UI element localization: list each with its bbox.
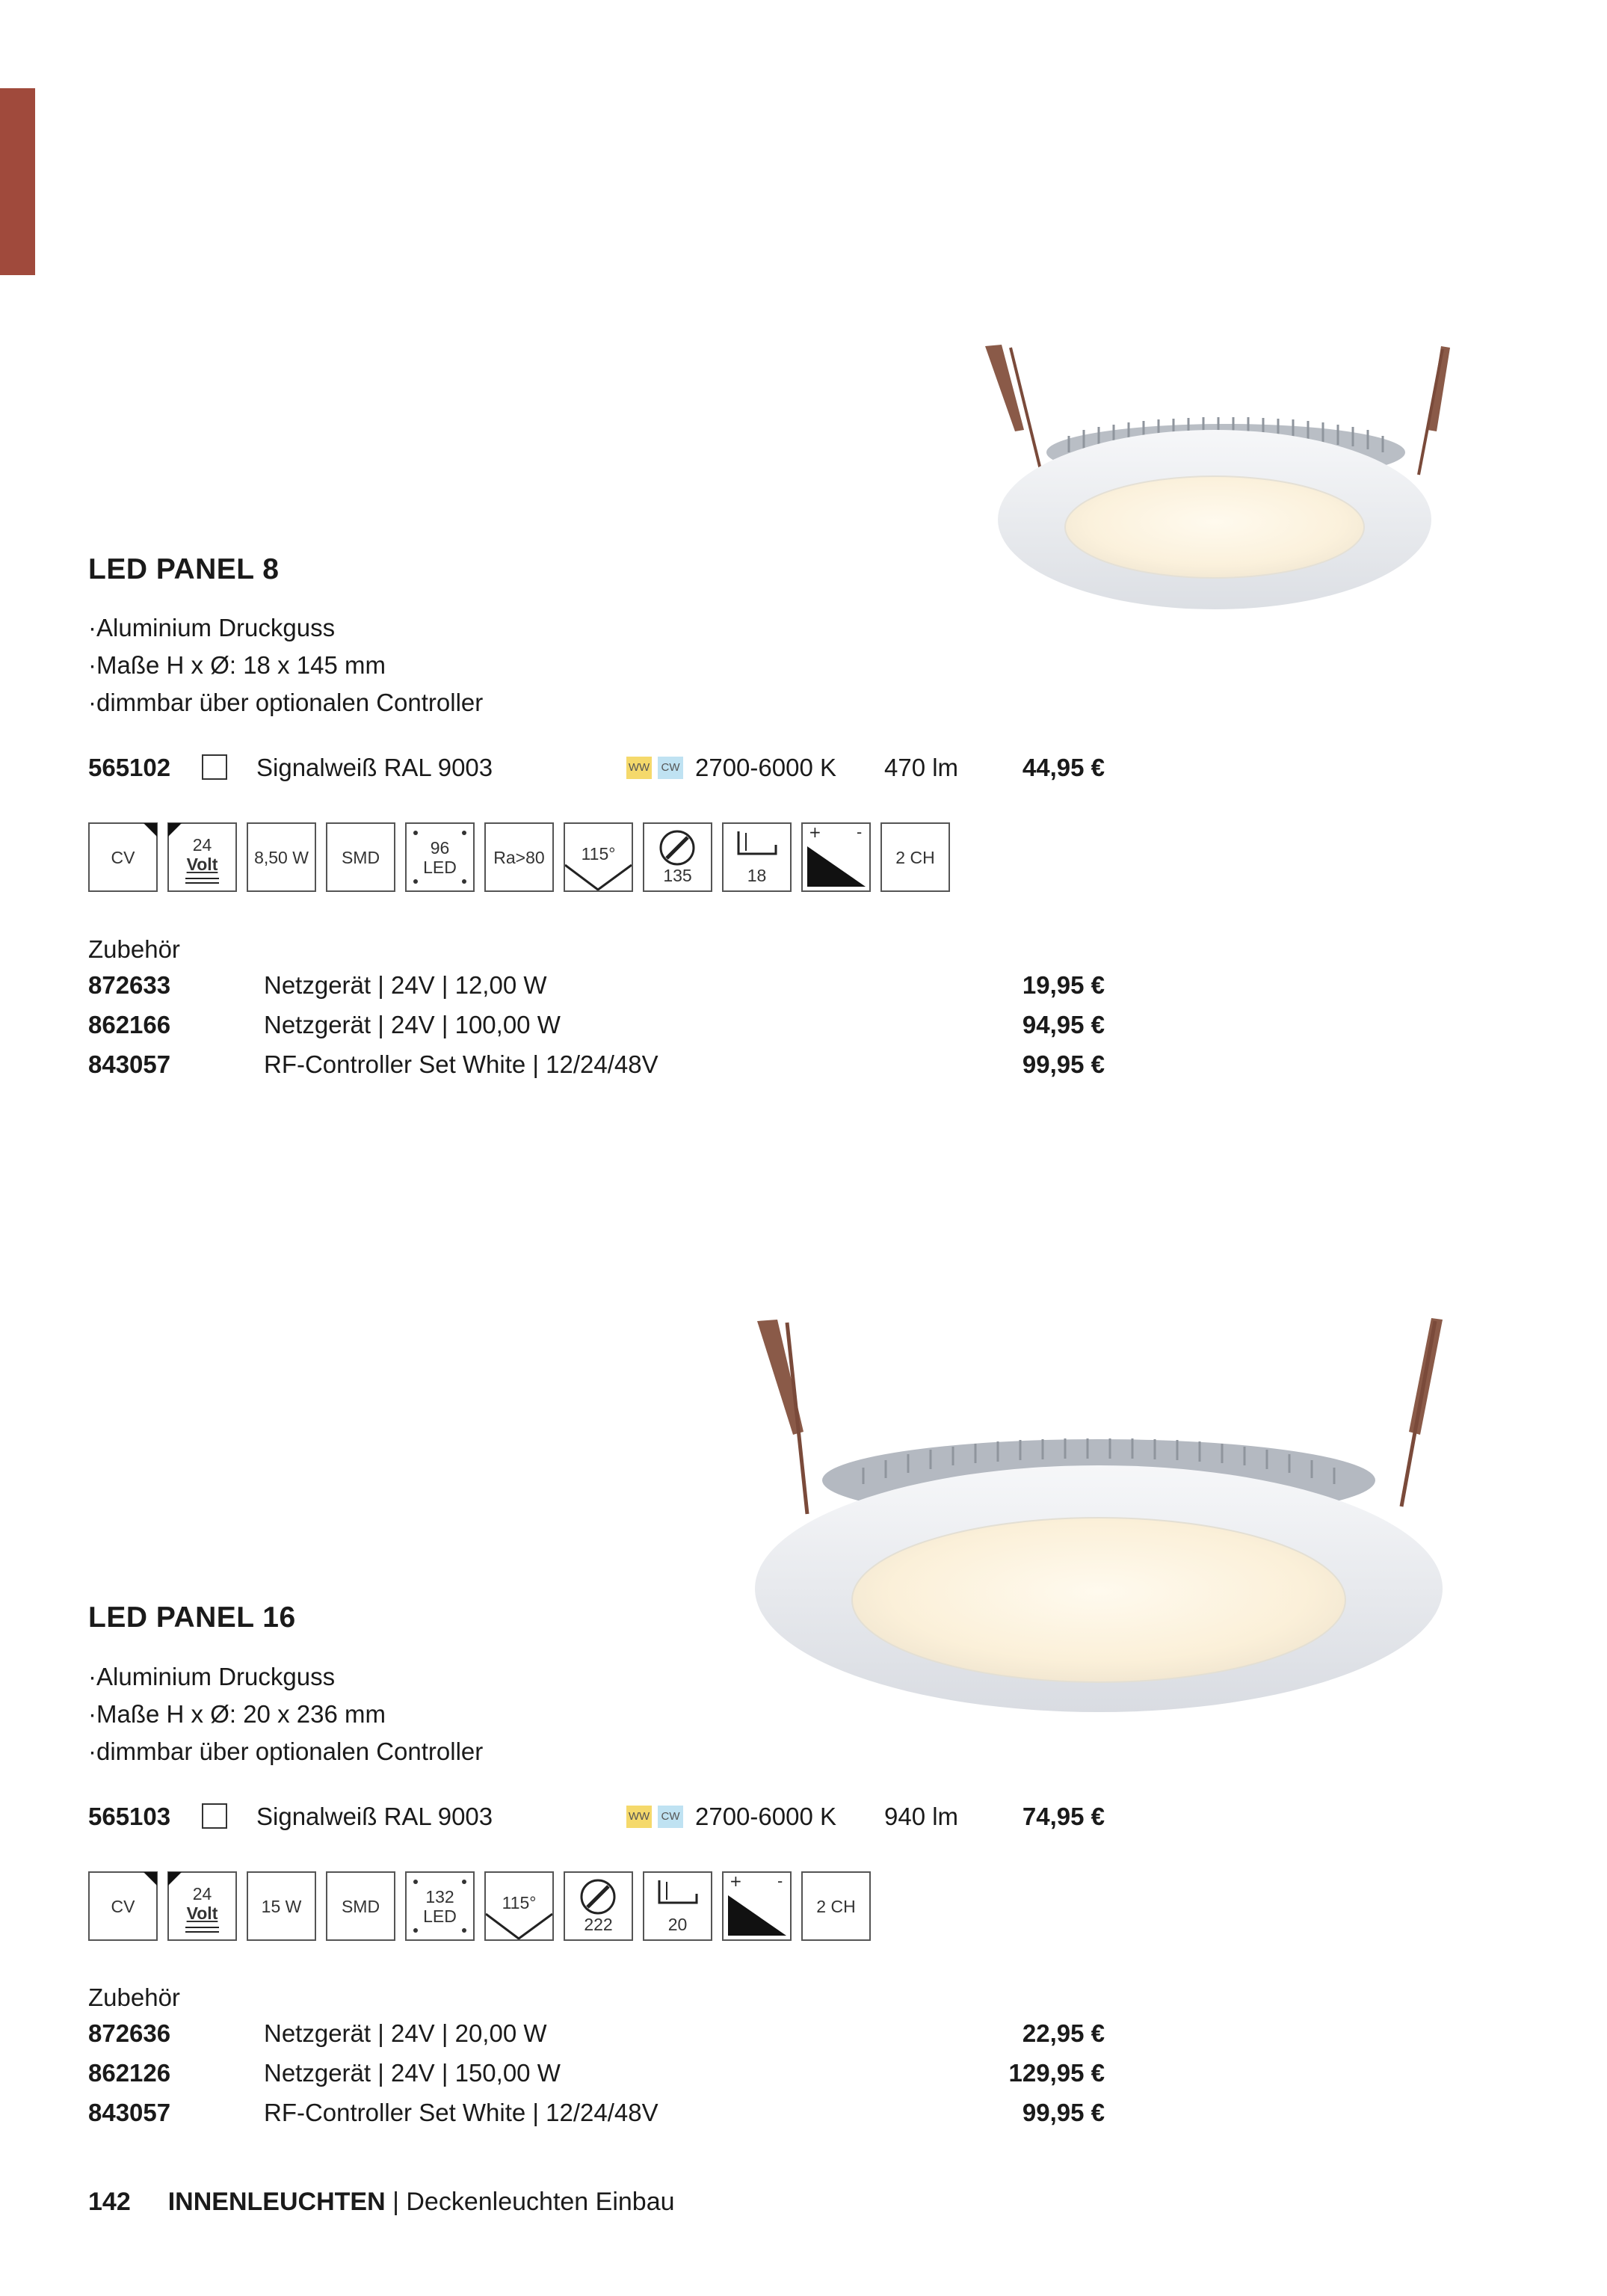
accessories-heading: Zubehör [88,935,180,963]
feature-item: · dimmbar über optionalen Controller [88,684,483,721]
led-panel-16-image [744,1312,1461,1716]
accessory-article: 872633 [88,971,171,999]
color-name: Signalweiß RAL 9003 [256,1803,493,1830]
accessory-row [88,2094,1105,2132]
color-name: Signalweiß RAL 9003 [256,754,493,781]
accessory-price: 19,95 € [1022,971,1105,999]
accessory-description: Netzgerät | 24V | 12,00 W [264,971,547,999]
accessory-article: 872636 [88,2019,171,2047]
article-number: 565103 [88,1803,171,1830]
accessory-price: 99,95 € [1022,1050,1105,1078]
beam-angle-icon: 115° [484,1871,554,1941]
color-temperature: 2700-6000 K [695,1803,836,1830]
voltage-icon: 24 Volt [167,822,237,892]
svg-text:+: + [809,824,821,841]
accessory-description: Netzgerät | 24V | 150,00 W [264,2059,561,2087]
installation-height-icon: 18 [722,822,792,892]
color-swatch [202,1803,227,1829]
warm-white-badge: WW [626,757,652,779]
price: 44,95 € [1022,754,1105,781]
installation-height-icon: 20 [643,1871,712,1941]
svg-text:+: + [730,1873,742,1890]
accessory-row [88,1046,1105,1083]
accessory-article: 862166 [88,1011,171,1038]
dimming-icon [801,822,871,892]
lumen-value: 940 lm [884,1803,959,1830]
led-count-icon: 132 LED [405,1871,475,1941]
subsection-name: Deckenleuchten Einbau [406,2188,675,2216]
feature-item: · Maße H x Ø: 18 x 145 mm [88,647,483,684]
accessory-row [88,2055,1105,2092]
feature-item: · Aluminium Druckguss [88,609,483,647]
feature-list [88,1658,483,1770]
feature-list [88,609,483,721]
cutout-diameter-icon: 222 [564,1871,633,1941]
lumen-value: 470 lm [884,754,959,781]
smd-icon: SMD [326,822,395,892]
accessory-description: Netzgerät | 24V | 20,00 W [264,2019,547,2047]
led-panel-8-image [972,340,1465,624]
feature-item: · Maße H x Ø: 20 x 236 mm [88,1696,483,1733]
accessory-description: RF-Controller Set White | 12/24/48V [264,2099,658,2126]
article-number: 565102 [88,754,171,781]
feature-item: · dimmbar über optionalen Controller [88,1733,483,1770]
accessory-description: RF-Controller Set White | 12/24/48V [264,1050,658,1078]
chapter-tab [0,88,35,275]
variant-row [88,749,1105,787]
accessory-description: Netzgerät | 24V | 100,00 W [264,1011,561,1038]
accessory-row [88,2015,1105,2052]
cold-white-badge: CW [658,1806,683,1828]
product-title: LED PANEL 16 [88,1601,296,1634]
channel-icon: 2 CH [880,822,950,892]
channel-icon: 2 CH [801,1871,871,1941]
cold-white-badge: CW [658,757,683,779]
smd-icon: SMD [326,1871,395,1941]
svg-text:-: - [857,824,863,841]
cutout-diameter-icon: 135 [643,822,712,892]
price: 74,95 € [1022,1803,1105,1830]
product-title: LED PANEL 8 [88,553,280,585]
accessory-row [88,1006,1105,1044]
page-footer [88,2183,675,2220]
accessory-article: 862126 [88,2059,171,2087]
page-number: 142 [88,2188,131,2216]
color-rendering-icon: Ra>80 [484,822,554,892]
accessory-price: 129,95 € [1008,2059,1105,2087]
spec-icon-row [88,1871,1060,1942]
feature-item: · Aluminium Druckguss [88,1658,483,1696]
beam-angle-icon: 115° [564,822,633,892]
warm-white-badge: WW [626,1806,652,1828]
accessory-article: 843057 [88,1050,171,1078]
variant-row [88,1798,1105,1835]
footer-separator: | [385,2188,407,2216]
section-name: INNENLEUCHTEN [167,2188,386,2216]
svg-text:-: - [777,1873,783,1890]
accessory-price: 94,95 € [1022,1011,1105,1038]
color-temperature: 2700-6000 K [695,754,836,781]
constant-voltage-icon: CV [88,1871,158,1941]
accessory-row [88,967,1105,1004]
wattage-icon: 8,50 W [247,822,316,892]
wattage-icon: 15 W [247,1871,316,1941]
constant-voltage-icon: CV [88,822,158,892]
voltage-icon: 24 Volt [167,1871,237,1941]
accessory-price: 99,95 € [1022,2099,1105,2126]
accessory-price: 22,95 € [1022,2019,1105,2047]
led-count-icon: 96 LED [405,822,475,892]
color-swatch [202,754,227,780]
accessories-heading: Zubehör [88,1983,180,2011]
accessory-article: 843057 [88,2099,171,2126]
spec-icon-row [88,822,1060,893]
dimming-icon [722,1871,792,1941]
